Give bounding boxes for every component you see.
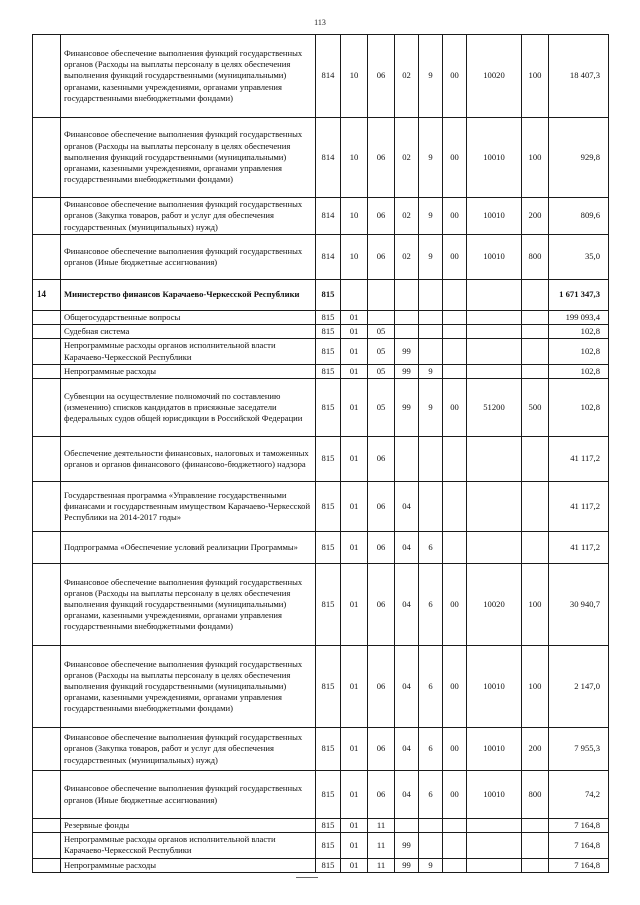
type-code-cell: 100 [522, 646, 549, 728]
table-row [33, 325, 609, 339]
section-code-cell: 10 [341, 198, 368, 235]
amount-cell: 102,8 [549, 379, 609, 437]
subsection-code-cell: 05 [368, 339, 395, 364]
direction-code-cell: 00 [443, 771, 467, 819]
expense-code-cell [467, 311, 522, 325]
program-code-cell: 04 [395, 482, 419, 532]
amount-cell: 7 164,8 [549, 858, 609, 872]
section-code-cell [341, 280, 368, 311]
table-row [33, 728, 609, 771]
table-row [33, 118, 609, 198]
table-row [33, 532, 609, 564]
subprogram-code-cell: 6 [419, 771, 443, 819]
item-name-cell: Государственная программа «Управление государственными финансами и государственным имуществом Карачаево-Черкесской Республики на 2014-2017 годы» [61, 482, 316, 532]
ministry-code-cell: 815 [316, 771, 341, 819]
item-name-cell: Непрограммные расходы органов исполнительной власти Карачаево-Черкесской Республики [61, 339, 316, 364]
amount-cell: 7 164,8 [549, 819, 609, 833]
subsection-code-cell: 06 [368, 35, 395, 118]
expense-code-cell: 10010 [467, 728, 522, 771]
direction-code-cell: 00 [443, 564, 467, 646]
type-code-cell: 100 [522, 35, 549, 118]
section-code-cell: 01 [341, 311, 368, 325]
subprogram-code-cell [419, 482, 443, 532]
row-number-cell [33, 35, 61, 118]
program-code-cell [395, 280, 419, 311]
ministry-code-cell: 815 [316, 532, 341, 564]
subprogram-code-cell [419, 833, 443, 858]
program-code-cell: 99 [395, 339, 419, 364]
direction-code-cell [443, 280, 467, 311]
subsection-code-cell: 05 [368, 325, 395, 339]
ministry-code-cell: 815 [316, 339, 341, 364]
ministry-code-cell: 815 [316, 833, 341, 858]
direction-code-cell: 00 [443, 118, 467, 198]
subsection-code-cell: 06 [368, 771, 395, 819]
type-code-cell [522, 858, 549, 872]
row-number-cell [33, 325, 61, 339]
item-name-cell: Непрограммные расходы [61, 364, 316, 378]
type-code-cell [522, 339, 549, 364]
section-code-cell: 01 [341, 532, 368, 564]
ministry-code-cell: 815 [316, 280, 341, 311]
section-code-cell: 01 [341, 858, 368, 872]
direction-code-cell [443, 833, 467, 858]
table-row [33, 771, 609, 819]
program-code-cell: 02 [395, 198, 419, 235]
table-row [33, 858, 609, 872]
amount-cell: 7 955,3 [549, 728, 609, 771]
table-row [33, 198, 609, 235]
table-row [33, 280, 609, 311]
row-number-cell [33, 771, 61, 819]
item-name-cell: Резервные фонды [61, 819, 316, 833]
table-row [33, 35, 609, 118]
type-code-cell [522, 325, 549, 339]
type-code-cell [522, 280, 549, 311]
section-code-cell: 01 [341, 819, 368, 833]
direction-code-cell [443, 325, 467, 339]
direction-code-cell: 00 [443, 646, 467, 728]
type-code-cell [522, 311, 549, 325]
subprogram-code-cell [419, 819, 443, 833]
program-code-cell: 04 [395, 728, 419, 771]
section-code-cell: 01 [341, 364, 368, 378]
amount-cell: 199 093,4 [549, 311, 609, 325]
row-number-cell [33, 339, 61, 364]
item-name-cell: Непрограммные расходы органов исполнительной власти Карачаево-Черкесской Республики [61, 833, 316, 858]
subsection-code-cell: 05 [368, 364, 395, 378]
item-name-cell: Министерство финансов Карачаево-Черкесской Республики [61, 280, 316, 311]
amount-cell: 929,8 [549, 118, 609, 198]
ministry-code-cell: 815 [316, 564, 341, 646]
row-number-cell [33, 118, 61, 198]
section-code-cell: 01 [341, 833, 368, 858]
item-name-cell: Финансовое обеспечение выполнения функций государственных органов (Расходы на выплаты персоналу в целях обеспечения выполнения функций государственными (муниципальными) органами, казенными учреждениями, органами управления государственными внебюджетными фондами) [61, 118, 316, 198]
amount-cell: 35,0 [549, 235, 609, 280]
program-code-cell: 02 [395, 118, 419, 198]
table-row [33, 437, 609, 482]
type-code-cell [522, 532, 549, 564]
subprogram-code-cell: 6 [419, 728, 443, 771]
ministry-code-cell: 815 [316, 437, 341, 482]
direction-code-cell [443, 819, 467, 833]
program-code-cell [395, 819, 419, 833]
amount-cell: 30 940,7 [549, 564, 609, 646]
subprogram-code-cell: 9 [419, 118, 443, 198]
expense-code-cell [467, 532, 522, 564]
subprogram-code-cell: 9 [419, 235, 443, 280]
type-code-cell: 200 [522, 728, 549, 771]
row-number-cell: 14 [33, 280, 61, 311]
section-code-cell: 01 [341, 437, 368, 482]
subsection-code-cell: 05 [368, 379, 395, 437]
direction-code-cell [443, 311, 467, 325]
section-code-cell: 01 [341, 339, 368, 364]
type-code-cell [522, 437, 549, 482]
subsection-code-cell: 06 [368, 646, 395, 728]
row-number-cell [33, 198, 61, 235]
program-code-cell: 99 [395, 858, 419, 872]
type-code-cell: 100 [522, 118, 549, 198]
page-footer-mark [296, 877, 318, 878]
expense-code-cell [467, 482, 522, 532]
subsection-code-cell: 06 [368, 118, 395, 198]
ministry-code-cell: 815 [316, 819, 341, 833]
item-name-cell: Финансовое обеспечение выполнения функций государственных органов (Закупка товаров, работ и услуг для обеспечения государственных (муниципальных) нужд) [61, 728, 316, 771]
section-code-cell: 10 [341, 235, 368, 280]
amount-cell: 41 117,2 [549, 482, 609, 532]
program-code-cell: 02 [395, 35, 419, 118]
row-number-cell [33, 532, 61, 564]
type-code-cell: 100 [522, 564, 549, 646]
expense-code-cell [467, 325, 522, 339]
expense-code-cell: 10010 [467, 235, 522, 280]
direction-code-cell [443, 339, 467, 364]
expense-code-cell: 10020 [467, 564, 522, 646]
ministry-code-cell: 815 [316, 364, 341, 378]
expense-code-cell: 10020 [467, 35, 522, 118]
program-code-cell: 99 [395, 379, 419, 437]
expense-code-cell [467, 339, 522, 364]
subsection-code-cell [368, 280, 395, 311]
amount-cell: 41 117,2 [549, 437, 609, 482]
program-code-cell: 02 [395, 235, 419, 280]
program-code-cell [395, 325, 419, 339]
type-code-cell [522, 364, 549, 378]
item-name-cell: Финансовое обеспечение выполнения функций государственных органов (Закупка товаров, работ и услуг для обеспечения государственных (муниципальных) нужд) [61, 198, 316, 235]
section-code-cell: 01 [341, 646, 368, 728]
amount-cell: 809,6 [549, 198, 609, 235]
ministry-code-cell: 815 [316, 646, 341, 728]
item-name-cell: Финансовое обеспечение выполнения функций государственных органов (Расходы на выплаты персоналу в целях обеспечения выполнения функций государственными (муниципальными) органами, казенными учреждениями, органами управления государственными внебюджетными фондами) [61, 646, 316, 728]
type-code-cell [522, 482, 549, 532]
section-code-cell: 01 [341, 728, 368, 771]
table-row [33, 564, 609, 646]
item-name-cell: Обеспечение деятельности финансовых, налоговых и таможенных органов и органов финансового (финансово-бюджетного) надзора [61, 437, 316, 482]
subsection-code-cell [368, 311, 395, 325]
row-number-cell [33, 482, 61, 532]
ministry-code-cell: 814 [316, 198, 341, 235]
row-number-cell [33, 364, 61, 378]
ministry-code-cell: 815 [316, 728, 341, 771]
ministry-code-cell: 815 [316, 482, 341, 532]
direction-code-cell [443, 858, 467, 872]
item-name-cell: Непрограммные расходы [61, 858, 316, 872]
section-code-cell: 01 [341, 379, 368, 437]
page-number: 113 [314, 18, 326, 27]
subprogram-code-cell: 6 [419, 564, 443, 646]
row-number-cell [33, 311, 61, 325]
subprogram-code-cell: 9 [419, 364, 443, 378]
subsection-code-cell: 06 [368, 235, 395, 280]
direction-code-cell [443, 437, 467, 482]
program-code-cell: 04 [395, 532, 419, 564]
section-code-cell: 10 [341, 118, 368, 198]
budget-table [32, 34, 609, 873]
subprogram-code-cell: 9 [419, 858, 443, 872]
subprogram-code-cell [419, 280, 443, 311]
subprogram-code-cell [419, 339, 443, 364]
table-row [33, 339, 609, 364]
program-code-cell: 99 [395, 364, 419, 378]
amount-cell: 102,8 [549, 325, 609, 339]
item-name-cell: Финансовое обеспечение выполнения функций государственных органов (Иные бюджетные ассигнования) [61, 771, 316, 819]
subsection-code-cell: 11 [368, 833, 395, 858]
item-name-cell: Общегосударственные вопросы [61, 311, 316, 325]
expense-code-cell: 10010 [467, 198, 522, 235]
item-name-cell: Судебная система [61, 325, 316, 339]
ministry-code-cell: 815 [316, 325, 341, 339]
amount-cell: 1 671 347,3 [549, 280, 609, 311]
direction-code-cell: 00 [443, 379, 467, 437]
amount-cell: 2 147,0 [549, 646, 609, 728]
subsection-code-cell: 06 [368, 437, 395, 482]
item-name-cell: Финансовое обеспечение выполнения функций государственных органов (Расходы на выплаты персоналу в целях обеспечения выполнения функций государственными (муниципальными) органами, казенными учреждениями, органами управления государственными внебюджетными фондами) [61, 35, 316, 118]
row-number-cell [33, 858, 61, 872]
subprogram-code-cell: 9 [419, 198, 443, 235]
type-code-cell [522, 819, 549, 833]
subprogram-code-cell: 6 [419, 532, 443, 564]
type-code-cell: 200 [522, 198, 549, 235]
subsection-code-cell: 06 [368, 532, 395, 564]
row-number-cell [33, 379, 61, 437]
row-number-cell [33, 833, 61, 858]
expense-code-cell [467, 858, 522, 872]
ministry-code-cell: 814 [316, 235, 341, 280]
section-code-cell: 01 [341, 325, 368, 339]
program-code-cell: 04 [395, 564, 419, 646]
section-code-cell: 10 [341, 35, 368, 118]
table-row [33, 833, 609, 858]
subprogram-code-cell [419, 311, 443, 325]
expense-code-cell [467, 833, 522, 858]
subsection-code-cell: 06 [368, 482, 395, 532]
row-number-cell [33, 728, 61, 771]
expense-code-cell [467, 437, 522, 482]
expense-code-cell [467, 280, 522, 311]
section-code-cell: 01 [341, 482, 368, 532]
expense-code-cell: 51200 [467, 379, 522, 437]
type-code-cell: 800 [522, 771, 549, 819]
program-code-cell [395, 311, 419, 325]
table-row [33, 646, 609, 728]
direction-code-cell: 00 [443, 198, 467, 235]
type-code-cell: 800 [522, 235, 549, 280]
program-code-cell: 04 [395, 771, 419, 819]
amount-cell: 102,8 [549, 364, 609, 378]
row-number-cell [33, 437, 61, 482]
expense-code-cell: 10010 [467, 118, 522, 198]
direction-code-cell [443, 482, 467, 532]
table-row [33, 364, 609, 378]
row-number-cell [33, 646, 61, 728]
ministry-code-cell: 814 [316, 118, 341, 198]
expense-code-cell [467, 364, 522, 378]
expense-code-cell: 10010 [467, 771, 522, 819]
section-code-cell: 01 [341, 564, 368, 646]
expense-code-cell: 10010 [467, 646, 522, 728]
subsection-code-cell: 06 [368, 198, 395, 235]
program-code-cell [395, 437, 419, 482]
subsection-code-cell: 06 [368, 728, 395, 771]
expense-code-cell [467, 819, 522, 833]
amount-cell: 41 117,2 [549, 532, 609, 564]
table-row [33, 482, 609, 532]
table-row [33, 235, 609, 280]
table-row [33, 379, 609, 437]
amount-cell: 74,2 [549, 771, 609, 819]
row-number-cell [33, 235, 61, 280]
subsection-code-cell: 11 [368, 858, 395, 872]
subprogram-code-cell: 9 [419, 379, 443, 437]
section-code-cell: 01 [341, 771, 368, 819]
direction-code-cell: 00 [443, 35, 467, 118]
item-name-cell: Субвенции на осуществление полномочий по составлению (изменению) списков кандидатов в присяжные заседатели федеральных судов общей юрисдикции в Российской Федерации [61, 379, 316, 437]
program-code-cell: 99 [395, 833, 419, 858]
ministry-code-cell: 815 [316, 311, 341, 325]
row-number-cell [33, 819, 61, 833]
subprogram-code-cell [419, 325, 443, 339]
amount-cell: 7 164,8 [549, 833, 609, 858]
subprogram-code-cell: 6 [419, 646, 443, 728]
direction-code-cell [443, 532, 467, 564]
subsection-code-cell: 11 [368, 819, 395, 833]
program-code-cell: 04 [395, 646, 419, 728]
table-row [33, 819, 609, 833]
ministry-code-cell: 815 [316, 379, 341, 437]
type-code-cell: 500 [522, 379, 549, 437]
item-name-cell: Подпрограмма «Обеспечение условий реализации Программы» [61, 532, 316, 564]
item-name-cell: Финансовое обеспечение выполнения функций государственных органов (Иные бюджетные ассигнования) [61, 235, 316, 280]
subprogram-code-cell [419, 437, 443, 482]
ministry-code-cell: 815 [316, 858, 341, 872]
direction-code-cell: 00 [443, 235, 467, 280]
type-code-cell [522, 833, 549, 858]
subprogram-code-cell: 9 [419, 35, 443, 118]
table-row [33, 311, 609, 325]
row-number-cell [33, 564, 61, 646]
ministry-code-cell: 814 [316, 35, 341, 118]
budget-table-body [33, 35, 609, 873]
direction-code-cell: 00 [443, 728, 467, 771]
subsection-code-cell: 06 [368, 564, 395, 646]
amount-cell: 102,8 [549, 339, 609, 364]
item-name-cell: Финансовое обеспечение выполнения функций государственных органов (Расходы на выплаты персоналу в целях обеспечения выполнения функций государственными (муниципальными) органами, казенными учреждениями, органами управления государственными внебюджетными фондами) [61, 564, 316, 646]
amount-cell: 18 407,3 [549, 35, 609, 118]
direction-code-cell [443, 364, 467, 378]
